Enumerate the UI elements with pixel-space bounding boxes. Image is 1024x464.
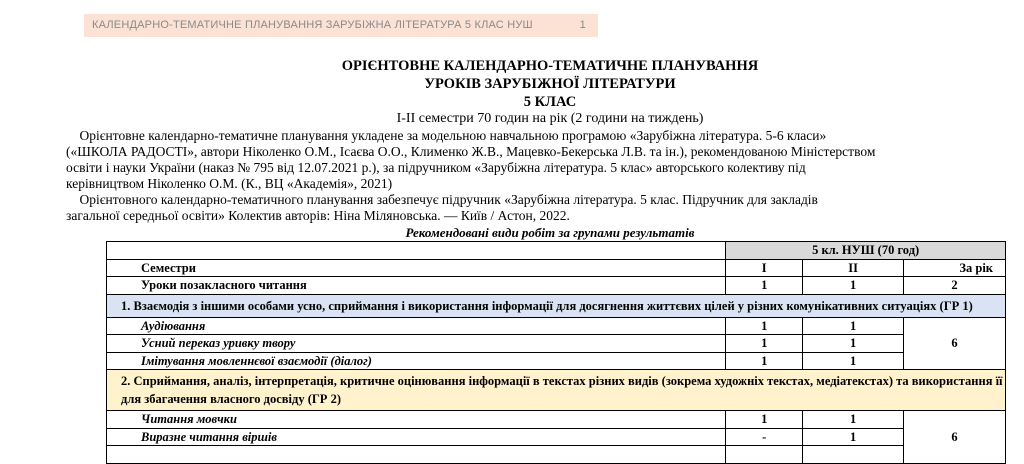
- cell: 1: [726, 335, 803, 353]
- para1-line: («ШКОЛА РАДОСТІ», автори Ніколенко О.М., Ісаєва О.О., Клименко Ж.В., Мацевко-Бекерська Л.В. та ін.), рекомендованою Міністерством: [66, 144, 876, 159]
- subtitle: І-ІІ семестри 70 годин на рік (2 години на тиждень): [396, 111, 704, 126]
- group-title: 2. Сприймання, аналіз, інтерпретація, критичне оцінювання інформації в текстах різних видів (зокрема художніх текстах, медіатекстах) та використання її для збагачення власного досвіду (ГР 2): [107, 370, 1006, 411]
- cell: 1: [726, 277, 803, 295]
- cell: 1: [726, 317, 803, 335]
- cell: 2: [904, 277, 1006, 295]
- group-title: 1. Взаємодія з іншими особами усно, сприймання і використання інформації для досягнення життєвих цілей у різних комунікативних ситуаціях (ГР 1): [107, 294, 1006, 317]
- row-label: Усний переказ уривку твору: [107, 335, 726, 353]
- table-row: [107, 335, 1006, 353]
- row-label: Читання мовчки: [107, 411, 726, 429]
- header-text: КАЛЕНДАРНО-ТЕМАТИЧНЕ ПЛАНУВАННЯ ЗАРУБІЖНА ЛІТЕРАТУРА 5 КЛАС НУШ: [92, 19, 533, 31]
- cell: 1: [803, 277, 904, 295]
- col-header: За рік: [904, 259, 1006, 277]
- page-number: 1: [579, 19, 586, 31]
- para2-line: загальної середньої освіти» Колектив авторів: Ніна Міляновська. — Київ / Астон, 2022.: [66, 208, 570, 223]
- group-total: 6: [904, 411, 1006, 464]
- table-row: [107, 259, 1006, 277]
- cell: 1: [803, 352, 904, 370]
- cell: 1: [726, 352, 803, 370]
- page-header: [84, 14, 598, 37]
- paragraph-1: [66, 128, 875, 192]
- para2-line: Орієнтовного календарно-тематичного планування забезпечує підручник «Зарубіжна література. 5 клас. Підручник для закладів: [66, 192, 818, 207]
- cell: 1: [803, 411, 904, 429]
- paragraph-2: [66, 192, 818, 224]
- para1-line: освіти і науки України (наказ № 795 від 12.07.2021 р.), за підручником «Зарубіжна література. 5 клас» авторського колективу під: [66, 160, 806, 175]
- results-table: [106, 241, 1006, 464]
- table-caption: Рекомендовані види робіт за групами результатів: [405, 225, 695, 240]
- row-label: Імітування мовленнєвої взаємодії (діалог): [107, 352, 726, 370]
- table-row: [107, 411, 1006, 429]
- table-row: [107, 277, 1006, 295]
- title-line-2: УРОКІВ ЗАРУБІЖНОЇ ЛІТЕРАТУРИ: [424, 76, 676, 92]
- cell: -: [726, 428, 803, 446]
- para1-line: Орієнтовне календарно-тематичне планування укладене за модельною навчальною програмою «Зарубіжна література. 5-6 класи»: [66, 128, 827, 143]
- title-line-1: ОРІЄНТОВНЕ КАЛЕНДАРНО-ТЕМАТИЧНЕ ПЛАНУВАННЯ: [341, 58, 759, 74]
- table-row: [107, 317, 1006, 335]
- row-label: Аудіювання: [107, 317, 726, 335]
- group-header: 5 кл. НУШ (70 год): [726, 242, 1006, 260]
- semesters-label: Семестри: [107, 259, 726, 277]
- table-row: [107, 242, 1006, 260]
- cell: 1: [803, 428, 904, 446]
- para1-line: керівництвом Ніколенко О.М. (К., ВЦ «Академія», 2021): [66, 176, 393, 191]
- row-label: Виразне читання віршів: [107, 428, 726, 446]
- table-row: [107, 352, 1006, 370]
- table-row: [107, 428, 1006, 446]
- group-row: [107, 294, 1006, 317]
- col-header: ІІ: [803, 259, 904, 277]
- group-total: 6: [904, 317, 1006, 370]
- table-row: [107, 446, 1006, 464]
- group-row: [107, 370, 1006, 411]
- title-line-3: 5 КЛАС: [523, 94, 577, 110]
- col-header: І: [726, 259, 803, 277]
- cell: 1: [726, 411, 803, 429]
- row-label: Уроки позакласного читання: [107, 277, 726, 295]
- cell: 1: [803, 335, 904, 353]
- cell: 1: [803, 317, 904, 335]
